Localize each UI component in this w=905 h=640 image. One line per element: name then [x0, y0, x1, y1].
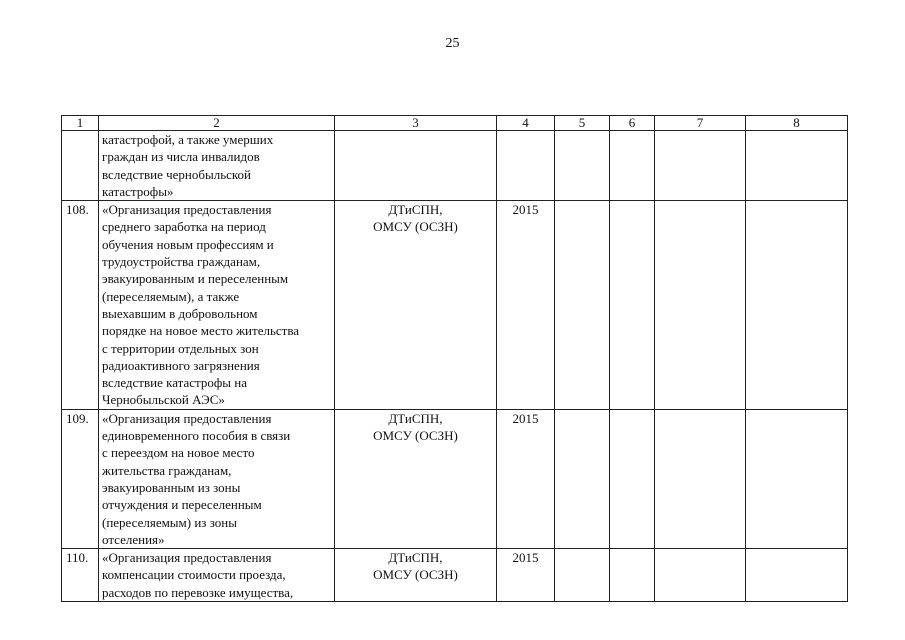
column-header: 4	[497, 116, 555, 131]
column-5-cell	[555, 131, 610, 201]
measure-name-line: вследствие чернобыльской	[102, 166, 252, 182]
column-5-cell	[555, 549, 610, 602]
executor-line: ОМСУ (ОСЗН)	[373, 428, 458, 444]
measure-name-line: катастрофы»	[102, 183, 174, 199]
table-row	[62, 549, 848, 602]
measure-name-line: «Организация предоставления	[102, 410, 272, 426]
executor-line: ДТиСПН,	[388, 550, 443, 566]
measure-name-line: эвакуированным и переселенным	[102, 271, 289, 287]
measure-name-line: Чернобыльской АЭС»	[102, 392, 225, 408]
column-header: 6	[610, 116, 655, 131]
year-cell: 2015	[497, 409, 555, 548]
executor-line: ОМСУ (ОСЗН)	[373, 567, 458, 583]
column-7-cell	[655, 131, 746, 201]
measures-table	[61, 115, 848, 602]
table-header-row	[62, 116, 848, 131]
executor-cell	[335, 549, 497, 602]
measure-name-line: отселения»	[102, 531, 165, 547]
measure-name-cell	[99, 131, 335, 201]
column-6-cell	[610, 549, 655, 602]
executor-line: ОМСУ (ОСЗН)	[373, 219, 458, 235]
measure-name-line: радиоактивного загрязнения	[102, 357, 260, 373]
executor-cell	[335, 409, 497, 548]
measure-name-line: (переселяемым) из зоны	[102, 514, 237, 530]
column-6-cell	[610, 409, 655, 548]
executor-cell	[335, 201, 497, 410]
measure-name-line: с территории отдельных зон	[102, 340, 259, 356]
column-5-cell	[555, 201, 610, 410]
measure-name-line: жительства гражданам,	[102, 462, 232, 478]
measure-name-line: обучения новым профессиям и	[102, 236, 274, 252]
measure-name-line: единовременного пособия в связи	[102, 428, 291, 444]
column-7-cell	[655, 549, 746, 602]
executor-cell	[335, 131, 497, 201]
row-number-cell	[62, 131, 99, 201]
column-8-cell	[746, 409, 848, 548]
executor-line: ДТиСПН,	[388, 202, 443, 218]
measure-name-line: порядке на новое место жительства	[102, 323, 300, 339]
column-8-cell	[746, 201, 848, 410]
measure-name-cell	[99, 201, 335, 410]
measure-name-line: среднего заработка на период	[102, 219, 266, 235]
measure-name-line: расходов по перевозке имущества,	[102, 584, 294, 600]
column-header: 8	[746, 116, 848, 131]
table-row	[62, 409, 848, 548]
measure-name-cell	[99, 549, 335, 602]
column-8-cell	[746, 131, 848, 201]
measure-name-line: «Организация предоставления	[102, 202, 272, 218]
column-header: 5	[555, 116, 610, 131]
column-6-cell	[610, 131, 655, 201]
measure-name-cell	[99, 409, 335, 548]
column-7-cell	[655, 409, 746, 548]
row-number-cell: 108.	[62, 201, 99, 410]
column-5-cell	[555, 409, 610, 548]
table-row	[62, 201, 848, 410]
column-header: 1	[62, 116, 99, 131]
measure-name-line: компенсации стоимости проезда,	[102, 567, 286, 583]
measure-name-line: эвакуированным из зоны	[102, 479, 241, 495]
year-cell	[497, 131, 555, 201]
executor-line: ДТиСПН,	[388, 410, 443, 426]
measure-name-line: «Организация предоставления	[102, 550, 272, 566]
measure-name-line: с переездом на новое место	[102, 445, 255, 461]
year-cell: 2015	[497, 201, 555, 410]
page-number: 25	[445, 36, 460, 51]
column-header: 2	[99, 116, 335, 131]
measure-name-line: вследствие катастрофы на	[102, 375, 248, 391]
column-8-cell	[746, 549, 848, 602]
column-7-cell	[655, 201, 746, 410]
measure-name-line: катастрофой, а также умерших	[102, 132, 274, 147]
measure-name-line: (переселяемым), а также	[102, 288, 240, 304]
column-6-cell	[610, 201, 655, 410]
measure-name-line: граждан из числа инвалидов	[102, 149, 260, 165]
measure-name-line: выехавшим в добровольном	[102, 305, 258, 321]
row-number-cell: 110.	[62, 549, 99, 602]
row-number-cell: 109.	[62, 409, 99, 548]
column-header: 7	[655, 116, 746, 131]
year-cell: 2015	[497, 549, 555, 602]
table-row	[62, 131, 848, 201]
measure-name-line: трудоустройства гражданам,	[102, 254, 261, 270]
column-header: 3	[335, 116, 497, 131]
measure-name-line: отчуждения и переселенным	[102, 497, 262, 513]
